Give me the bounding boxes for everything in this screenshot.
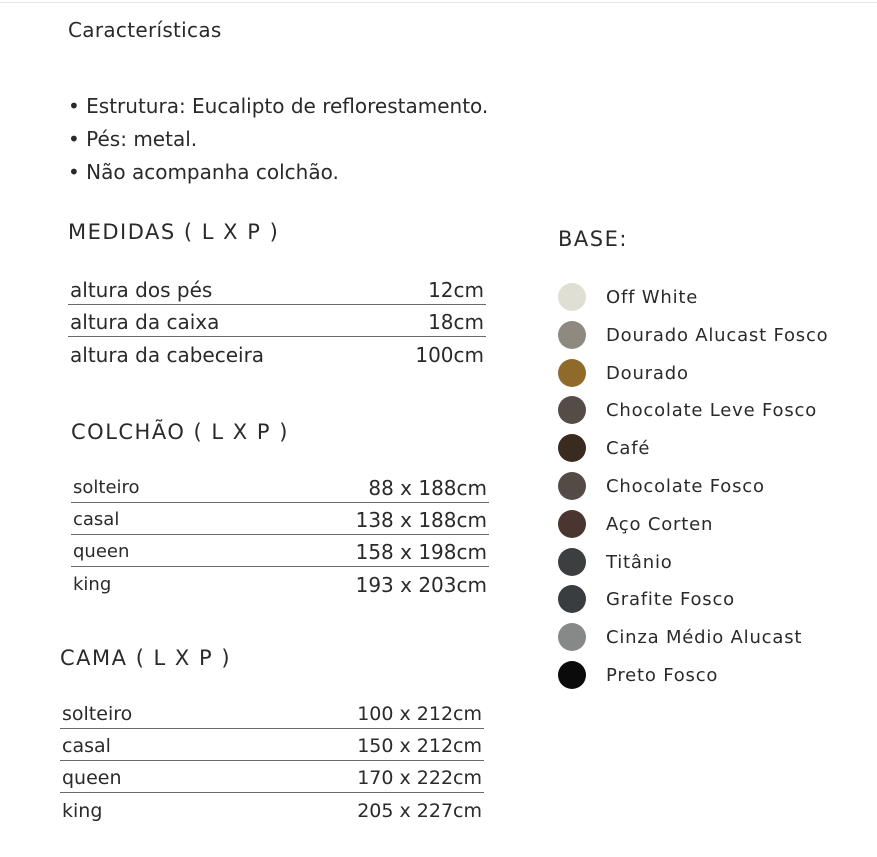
table-row xyxy=(71,567,489,599)
row-label: king xyxy=(73,574,112,595)
color-name: Chocolate Fosco xyxy=(606,475,765,497)
base-title: BASE: xyxy=(558,227,628,251)
row-label: queen xyxy=(62,767,122,789)
top-divider xyxy=(0,2,877,3)
table-row xyxy=(68,305,486,337)
row-value: 205 x 227cm xyxy=(357,800,482,822)
features-title: Características xyxy=(68,18,222,42)
row-label: altura dos pés xyxy=(70,278,213,302)
medidas-table xyxy=(68,273,486,369)
row-label: casal xyxy=(73,509,120,530)
row-label: casal xyxy=(62,735,111,757)
color-name: Chocolate Leve Fosco xyxy=(606,400,818,422)
row-label: queen xyxy=(73,541,130,562)
feature-item: • Estrutura: Eucalipto de reflorestamento. xyxy=(68,94,489,118)
row-label: solteiro xyxy=(62,703,133,725)
color-name: Aço Corten xyxy=(606,513,714,535)
row-value: 18cm xyxy=(428,310,484,334)
row-value: 88 x 188cm xyxy=(368,476,487,500)
color-swatch xyxy=(558,472,586,500)
row-value: 158 x 198cm xyxy=(355,540,487,564)
color-swatch xyxy=(558,661,586,689)
row-value: 138 x 188cm xyxy=(355,508,487,532)
table-row xyxy=(60,793,484,825)
table-row xyxy=(60,761,484,793)
colchao-table xyxy=(71,471,489,599)
table-row xyxy=(60,697,484,729)
table-row xyxy=(71,503,489,535)
color-swatch xyxy=(558,585,586,613)
color-name: Café xyxy=(606,438,651,460)
table-row xyxy=(71,471,489,503)
table-row xyxy=(68,273,486,305)
color-swatch xyxy=(558,510,586,538)
row-label: king xyxy=(62,800,103,822)
color-name: Dourado Alucast Fosco xyxy=(606,324,829,346)
color-swatch xyxy=(558,283,586,311)
row-value: 170 x 222cm xyxy=(357,767,482,789)
medidas-title: MEDIDAS ( L X P ) xyxy=(68,220,280,244)
row-value: 12cm xyxy=(428,278,484,302)
row-label: altura da cabeceira xyxy=(70,343,265,367)
color-name: Dourado xyxy=(606,362,689,384)
features-list xyxy=(68,90,488,189)
color-name: Off White xyxy=(606,287,699,308)
row-value: 100 x 212cm xyxy=(357,703,482,725)
cama-table xyxy=(60,697,484,825)
feature-item: • Pés: metal. xyxy=(68,127,198,151)
table-row xyxy=(71,535,489,567)
row-value: 193 x 203cm xyxy=(355,573,487,597)
color-swatch xyxy=(558,321,586,349)
color-swatch xyxy=(558,359,586,387)
color-swatch xyxy=(558,396,586,424)
color-swatch xyxy=(558,548,586,576)
color-swatch xyxy=(558,623,586,651)
color-swatch xyxy=(558,434,586,462)
row-value: 100cm xyxy=(415,343,484,367)
row-label: altura da caixa xyxy=(70,310,220,334)
colchao-title: COLCHÃO ( L X P ) xyxy=(71,420,289,444)
color-name: Cinza Médio Alucast xyxy=(606,627,803,649)
row-value: 150 x 212cm xyxy=(357,735,482,757)
color-name: Titânio xyxy=(606,551,673,573)
table-row xyxy=(68,337,486,369)
table-row xyxy=(60,729,484,761)
row-label: solteiro xyxy=(73,477,140,498)
feature-item: • Não acompanha colchão. xyxy=(68,160,339,184)
color-name: Grafite Fosco xyxy=(606,589,735,611)
color-name: Preto Fosco xyxy=(606,664,719,686)
cama-title: CAMA ( L X P ) xyxy=(60,646,232,670)
